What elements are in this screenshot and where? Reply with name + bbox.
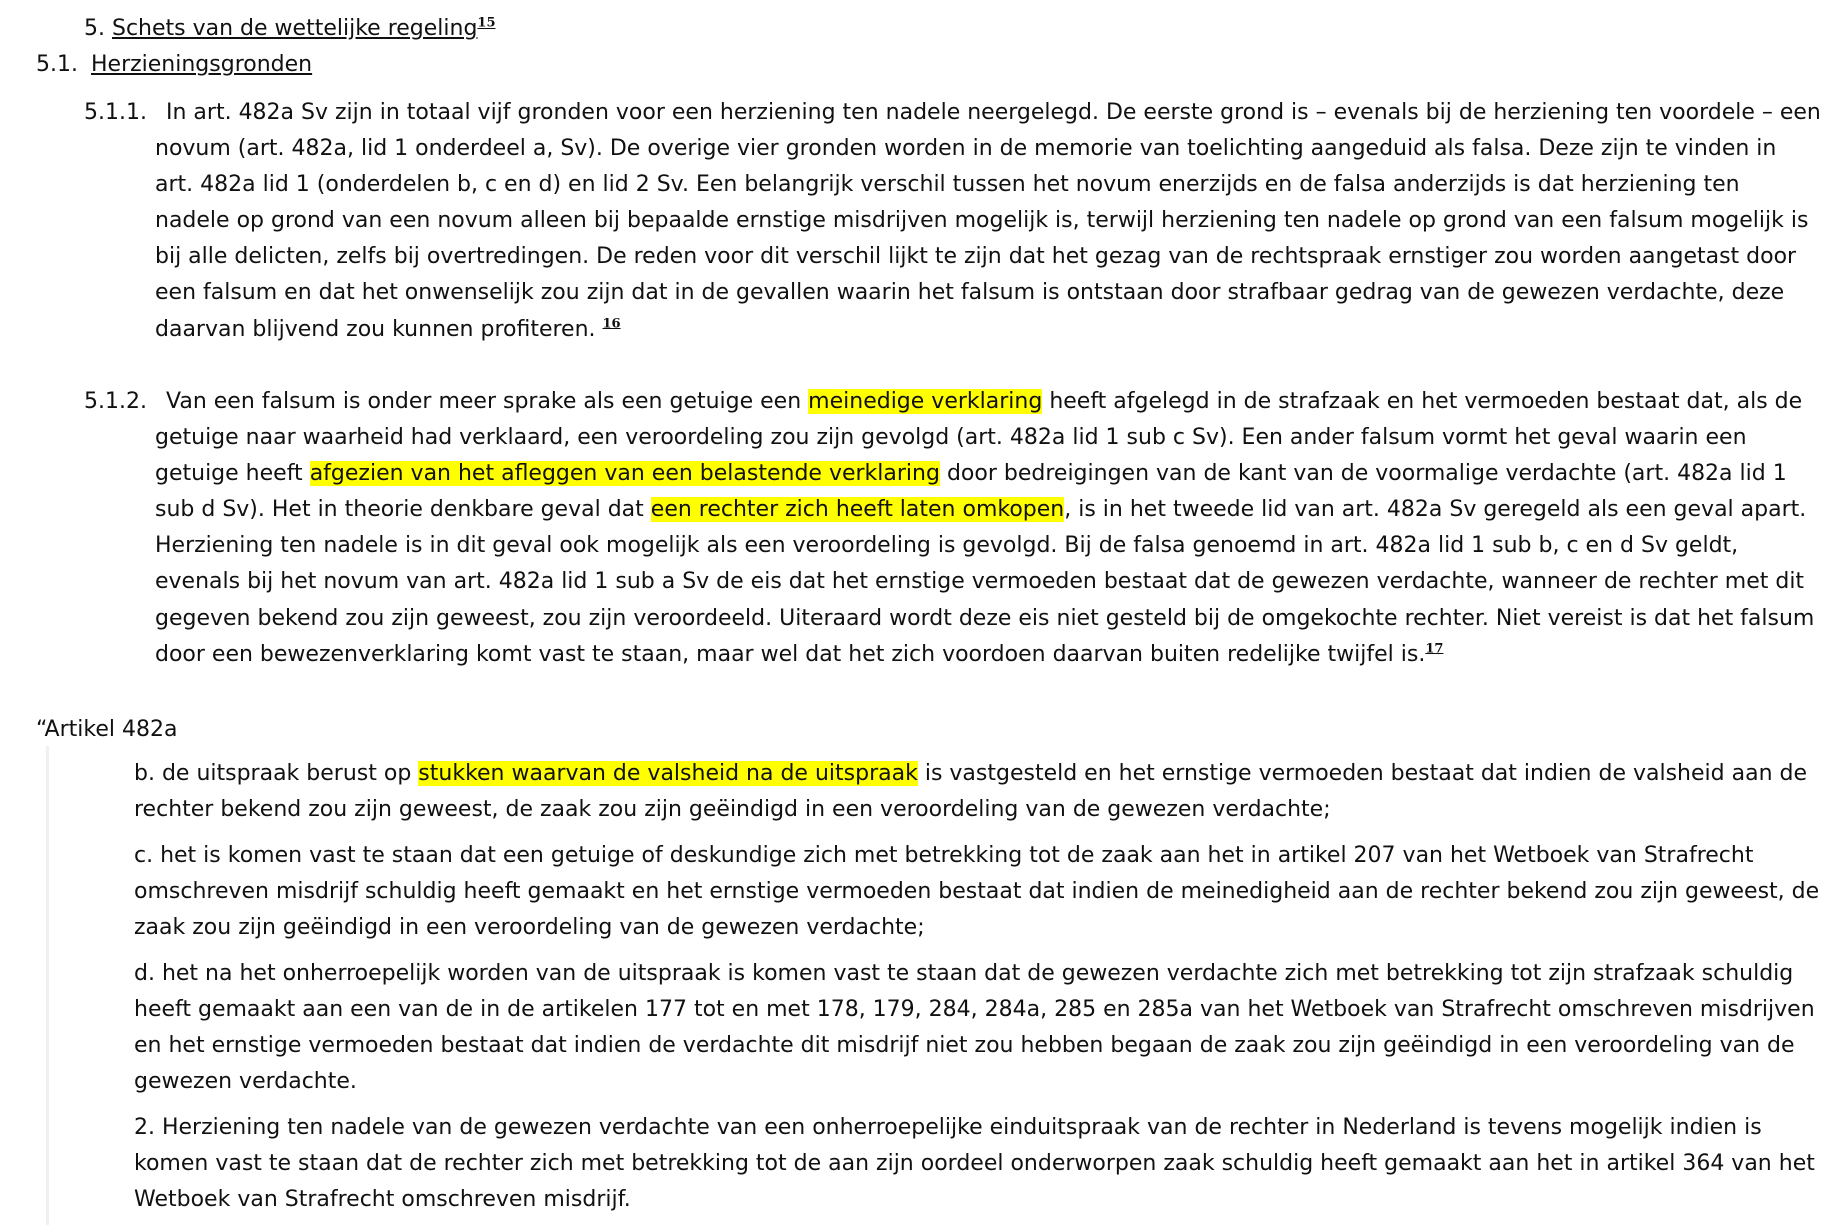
footnote-link-17[interactable]: 17 (1425, 641, 1444, 657)
section-number: 5. (84, 16, 105, 41)
paragraph-512-text-4: , is in het tweede lid van art. 482a Sv geregeld als een geval apart. Herziening ten nadele is in dit geval ook mogelijk als een veroordeling is gevolgd. Bij de falsa genoemd in art. 482a lid 1 sub b, c en d Sv geldt, evenals bij het novum van art. 482a lid 1 sub a Sv de eis dat het ernstige vermoeden bestaat dat de gewezen verdachte, wanneer de rechter met dit gegeven bekend zou zijn geweest, zou zijn veroordeeld. Uiteraard wordt deze eis niet gesteld bij de omgekochte rechter. Niet vereist is dat het falsum door een bewezenverklaring komt vast te staan, maar wel dat het zich voordoen daarvan buiten redelijke twijfel is. (155, 497, 1815, 667)
highlight-meinedige-verklaring: meinedige verklaring (808, 389, 1043, 414)
highlight-afgezien: afgezien van het afleggen van een belastende verklaring (309, 461, 940, 487)
section-title-link[interactable]: Schets van de wettelijke regeling (112, 16, 478, 41)
paragraph-512-text-2: heeft afgelegd in de strafzaak en het vermoeden bestaat dat, als de getuige naar waarheid had verklaard, een veroordeling zou zijn gevolgd (art. 482a lid 1 sub c Sv). Een ander falsum vormt het geval waarin een getuige heeft (155, 389, 1803, 487)
subsection-number: 5.1. (36, 52, 78, 77)
paragraph-number-512: 5.1.2. (84, 389, 147, 414)
subsection-heading (36, 50, 312, 80)
footnote-link-16[interactable]: 16 (602, 316, 621, 332)
highlight-rechter-omkopen: een rechter zich heeft laten omkopen (650, 497, 1065, 523)
quote-item-d: d. het na het onherroepelijk worden van de uitspraak is komen vast te staan dat de gewezen verdachte zich met betrekking tot zijn strafzaak schuldig heeft gemaakt aan een van de in de artikelen 177 tot en met 178, 179, 284, 284a, 285 en 285a van het Wetboek van Strafrecht omschreven misdrijven en het ernstige vermoeden bestaat dat indien de verdachte dit misdrijf niet zou hebben begaan de zaak zou zijn geëindigd in een veroordeling van de gewezen verdachte. (134, 961, 1815, 1094)
blockquote-bar (46, 746, 49, 1225)
paragraph-511 (155, 95, 1821, 348)
quote-item-lid2: 2. Herziening ten nadele van de gewezen verdachte van een onherroepelijke einduitspraak van de rechter in Nederland is tevens mogelijk indien is komen vast te staan dat de rechter zich met betrekking tot de aan zijn oordeel onderworpen zaak schuldig heeft gemaakt aan het in artikel 364 van het Wetboek van Strafrecht omschreven misdrijf. (134, 1115, 1815, 1212)
paragraph-512-text-1: Van een falsum is onder meer sprake als een getuige een (166, 389, 802, 414)
quote-heading: “Artikel 482a (36, 717, 178, 742)
subsection-title-link[interactable]: Herzieningsgronden (90, 52, 313, 77)
highlight-stukken-valsheid: stukken waarvan de valsheid na de uitspraak (418, 761, 918, 786)
paragraph-512 (155, 384, 1821, 673)
quote-item-b-text-2: is vastgesteld en het ernstige vermoeden bestaat dat indien de valsheid aan de rechter bekend zou zijn geweest, de zaak zou zijn geëindigd in een veroordeling van de gewezen verdachte; (134, 761, 1808, 822)
section-heading (84, 14, 496, 44)
paragraph-number-511: 5.1.1. (84, 100, 147, 125)
paragraph-511-text: In art. 482a Sv zijn in totaal vijf gronden voor een herziening ten nadele neergelegd. De eerste grond is – evenals bij de herziening ten voordele – een novum (art. 482a, lid 1 onderdeel a, Sv). De overige vier gronden worden in de memorie van toelichting aangeduid als falsa. Deze zijn te vinden in art. 482a lid 1 (onderdelen b, c en d) en lid 2 Sv. Een belangrijk verschil tussen het novum enerzijds en de falsa anderzijds is dat herziening ten nadele op grond van een novum alleen bij bepaalde ernstige misdrijven mogelijk is, terwijl herziening ten nadele op grond van een falsum mogelijk is bij alle delicten, zelfs bij overtredingen. De reden voor dit verschil lijkt te zijn dat het gezag van de rechtspraak ernstiger zou worden aangetast door een falsum en dat het onwenselijk zou zijn dat in de gevallen waarin het falsum is ontstaan door strafbaar gedrag van de gewezen verdachte, deze daarvan blijvend zou kunnen profiteren. (155, 100, 1821, 342)
paragraph-512-text-3: door bedreigingen van de kant van de voormalige verdachte (art. 482a lid 1 sub d Sv). Het in theorie denkbare geval dat (155, 461, 1787, 523)
footnote-link-15[interactable]: 15 (477, 15, 496, 31)
quote-item-c: c. het is komen vast te staan dat een getuige of deskundige zich met betrekking tot de zaak aan het in artikel 207 van het Wetboek van Strafrecht omschreven misdrijf schuldig heeft gemaakt en het ernstige vermoeden bestaat dat indien de meinedigheid aan de rechter bekend zou zijn geweest, de zaak zou zijn geëindigd in een veroordeling van de gewezen verdachte; (134, 843, 1820, 940)
quote-item-b-text-1: b. de uitspraak berust op (134, 761, 412, 786)
quote-item-b (134, 756, 1824, 828)
